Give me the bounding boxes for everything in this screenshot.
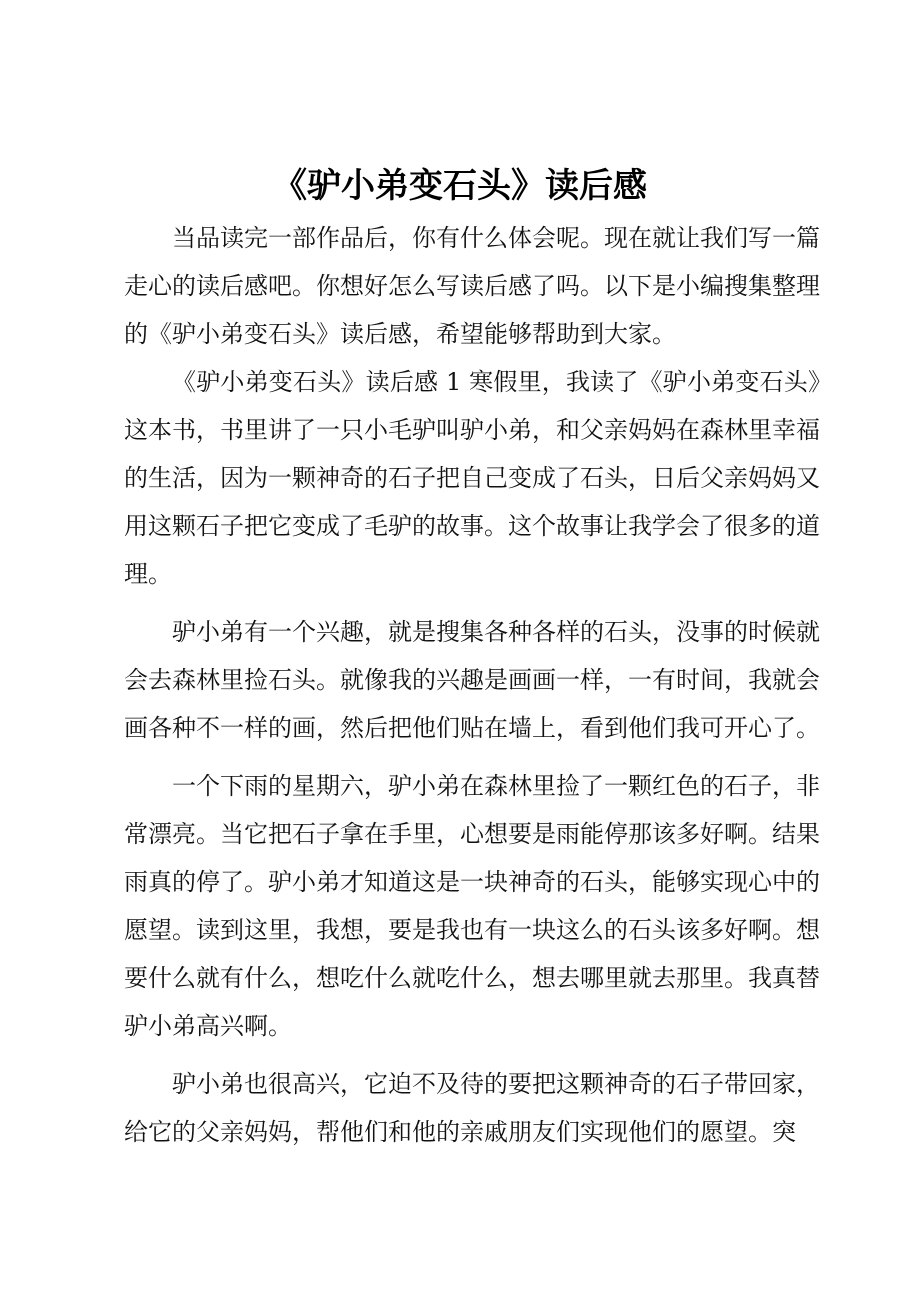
paragraph-4: 驴小弟也很高兴，它迫不及待的要把这颗神奇的石子带回家，给它的父亲妈妈，帮他们和他的亲戚朋友们实现他们的愿望。突 xyxy=(124,1070,820,1146)
paragraph-intro: 当品读完一部作品后，你有什么体会呢。现在就让我们写一篇走心的读后感吧。你想好怎么写读后感了吗。以下是小编搜集整理的《驴小弟变石头》读后感，希望能够帮助到大家。 xyxy=(124,224,820,348)
paragraph-1: 《驴小弟变石头》读后感 1 寒假里，我读了《驴小弟变石头》这本书，书里讲了一只小毛驴叫驴小弟，和父亲妈妈在森林里幸福的生活，因为一颗神奇的石子把自己变成了石头，日后父亲妈妈又用这颗石子把它变成了毛驴的故事。这个故事让我学会了很多的道理。 xyxy=(124,368,820,588)
paragraph-2: 驴小弟有一个兴趣，就是搜集各种各样的石头，没事的时候就会去森林里捡石头。就像我的兴趣是画画一样，一有时间，我就会画各种不一样的画，然后把他们贴在墙上，看到他们我可开心了。 xyxy=(124,618,820,742)
document-body xyxy=(124,214,820,1156)
page-title: 《驴小弟变石头》读后感 xyxy=(273,166,647,206)
paragraph-3: 一个下雨的星期六，驴小弟在森林里捡了一颗红色的石子，非常漂亮。当它把石子拿在手里，心想要是雨能停那该多好啊。结果雨真的停了。驴小弟才知道这是一块神奇的石头，能够实现心中的愿望。读到这里，我想，要是我也有一块这么的石头该多好啊。想要什么就有什么，想吃什么就吃什么，想去哪里就去那里。我真替驴小弟高兴啊。 xyxy=(124,772,820,1040)
